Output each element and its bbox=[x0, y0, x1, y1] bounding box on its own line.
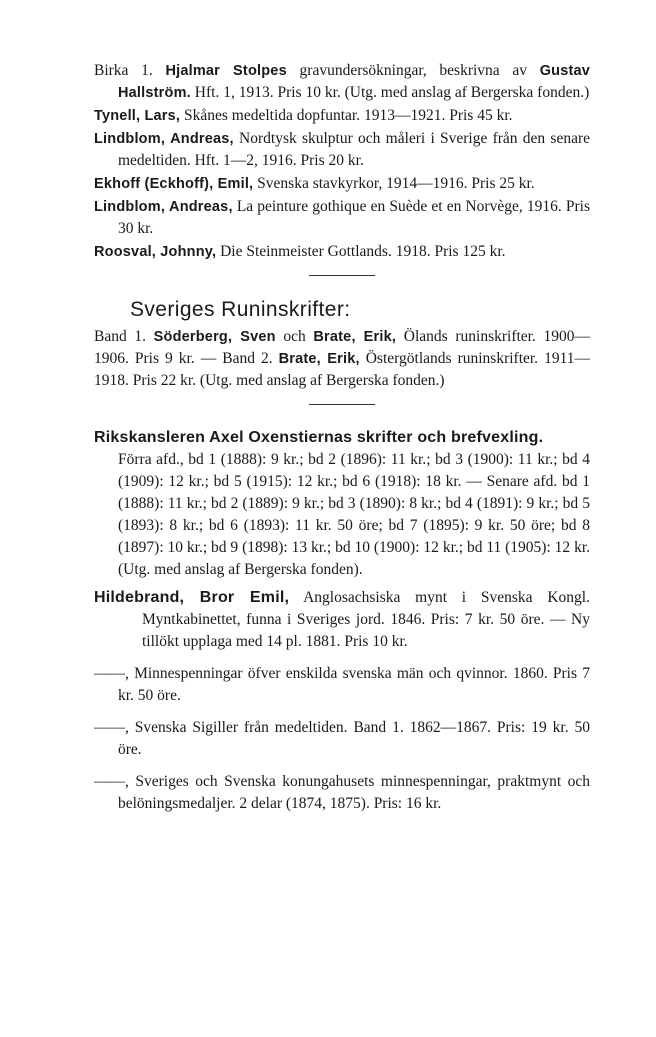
entry-text: Svenska stavkyrkor, 1914—1916. Pris 25 kr. bbox=[257, 175, 535, 192]
band2-text: Östergötlands runinskrifter. 1911—1918. Pris 22 kr. (Utg. med anslag af Bergerska fonden.) bbox=[94, 350, 590, 389]
entry-text: gravundersökningar, beskrivna av bbox=[299, 62, 527, 79]
entry-author: Ekhoff (Eckhoff), Emil, bbox=[94, 176, 254, 192]
band-conjunction: och bbox=[283, 328, 306, 345]
entry-author: Lindblom, Andreas, bbox=[94, 199, 233, 215]
work-text: Minnespenningar öfver enskilda svenska män och qvinnor. 1860. Pris 7 kr. 50 öre. bbox=[118, 665, 590, 704]
entry-text: Skånes medeltida dopfuntar. 1913—1921. Pris 45 kr. bbox=[184, 107, 513, 124]
ditto-dash: ——, bbox=[94, 719, 129, 736]
entry-author: Hildebrand, Bror Emil, bbox=[94, 589, 290, 606]
entry-lindblom-2 bbox=[94, 196, 590, 240]
band-label: Band 1. bbox=[94, 328, 146, 345]
entry-tynell bbox=[94, 105, 590, 127]
entry-hildebrand bbox=[94, 587, 590, 653]
work-text: Svenska Sigiller från medeltiden. Band 1. 1862—1867. Pris: 19 kr. 50 öre. bbox=[118, 719, 590, 758]
entry-text: La peinture gothique en Suède et en Norvège, 1916. Pris 30 kr. bbox=[118, 198, 590, 237]
section-divider bbox=[309, 404, 375, 405]
hildebrand-work-3 bbox=[94, 771, 590, 815]
section-heading-runinskrifter: Sveriges Runinskrifter: bbox=[130, 298, 351, 321]
entry-text: Anglosachsiska mynt i Svenska Kongl. Myntkabinettet, funna i Sveriges jord. 1846. Pris: 7 kr. 50 öre. — Ny tillökt upplaga med 14 pl. 1881. Pris 10 kr. bbox=[142, 589, 590, 650]
band-author-secondary: Brate, Erik, bbox=[313, 329, 397, 345]
entry-author: Hjalmar Stolpes bbox=[165, 63, 287, 79]
entry-text-secondary: Hft. 1, 1913. Pris 10 kr. (Utg. med anslag af Bergerska fonden.) bbox=[194, 84, 590, 101]
entry-author-secondary: Gustav Hallström. bbox=[118, 63, 591, 101]
entry-lindblom-1 bbox=[94, 128, 590, 172]
entry-text: Nordtysk skulptur och måleri i Sverige från den senare medeltiden. Hft. 1—2, 1916. Pris 20 kr. bbox=[118, 130, 591, 169]
entry-roosval bbox=[94, 241, 590, 263]
hildebrand-work-2 bbox=[94, 717, 590, 761]
band-text: Ölands runinskrifter. 1900—1906. Pris 9 kr. — Band 2. bbox=[94, 328, 590, 367]
band-author: Söderberg, Sven bbox=[153, 329, 276, 345]
entry-text: Die Steinmeister Gottlands. 1918. Pris 125 kr. bbox=[220, 243, 506, 260]
ditto-dash: ——, bbox=[94, 665, 129, 682]
band2-author: Brate, Erik, bbox=[278, 351, 360, 367]
hildebrand-work-1 bbox=[94, 663, 590, 707]
section-divider bbox=[309, 275, 375, 276]
ditto-dash: ——, bbox=[94, 773, 129, 790]
work-text: Sveriges och Svenska konungahusets minnespenningar, praktmynt och belöningsmedaljer. 2 delar (1874, 1875). Pris: 16 kr. bbox=[118, 773, 590, 812]
entry-author: Roosval, Johnny, bbox=[94, 244, 217, 260]
oxenstierna-title: Rikskansleren Axel Oxenstiernas skrifter och brefvexling. bbox=[94, 429, 544, 446]
entry-birka bbox=[94, 60, 590, 104]
entry-ekhoff bbox=[94, 173, 590, 195]
oxenstierna-body: Förra afd., bd 1 (1888): 9 kr.; bd 2 (1896): 11 kr.; bd 3 (1900): 11 kr.; bd 4 (1909): 12 kr.; bd 5 (1915): 12 kr.; bd 6 (1918): 18 kr. — Senare afd. bd 1 (1888): 11 kr.; bd 2 (1889): 9 kr.; bd 3 (1890): 8 kr.; bd 4 (1891): 9 kr.; bd 5 (1893): 8 kr.; bd 6 (1893): 11 kr. 50 öre; bd 7 (1895): 9 kr. 50 öre; bd 8 (1897): 10 kr.; bd 9 (1898): 13 kr.; bd 10 (1900): 12 kr.; bd 11 (1905): 12 kr. (Utg. med anslag af Bergerska fonden). bbox=[118, 451, 590, 578]
entry-author: Lindblom, Andreas, bbox=[94, 131, 234, 147]
entry-author: Tynell, Lars, bbox=[94, 108, 181, 124]
runinskrifter-body bbox=[94, 326, 590, 392]
entry-prefix: Birka 1. bbox=[94, 62, 153, 79]
